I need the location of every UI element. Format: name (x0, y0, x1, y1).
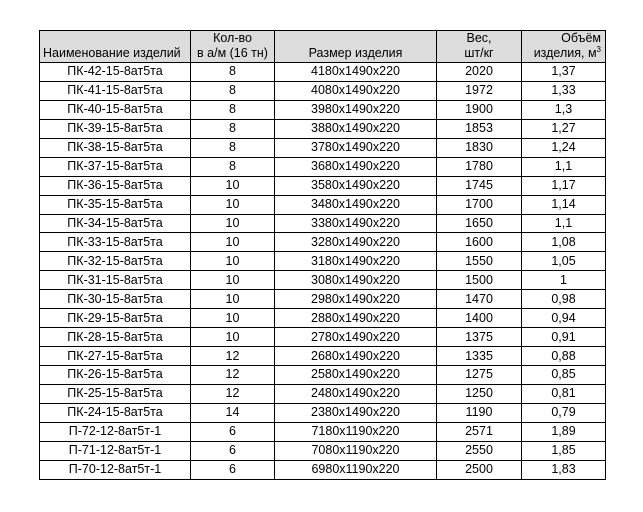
cell-volume: 1,1 (522, 157, 606, 176)
table-row (40, 63, 606, 82)
header-name-label: Наименование изделий (43, 46, 181, 60)
cell-volume: 1,89 (522, 422, 606, 441)
header-name (40, 31, 191, 63)
cell-qty: 10 (191, 214, 275, 233)
cell-size: 3080х1490х220 (275, 271, 437, 290)
cell-name: ПК-42-15-8ат5та (40, 63, 191, 82)
cell-size: 6980х1190х220 (275, 460, 437, 479)
cell-size: 3180х1490х220 (275, 252, 437, 271)
cell-size: 7080х1190х220 (275, 441, 437, 460)
cell-weight: 1250 (437, 384, 522, 403)
cell-volume: 1,05 (522, 252, 606, 271)
cell-volume: 1,83 (522, 460, 606, 479)
cell-name: ПК-34-15-8ат5та (40, 214, 191, 233)
cell-name: ПК-28-15-8ат5та (40, 328, 191, 347)
cell-name: П-72-12-8ат5т-1 (40, 422, 191, 441)
table-row (40, 441, 606, 460)
cell-weight: 1745 (437, 176, 522, 195)
cell-qty: 8 (191, 138, 275, 157)
cell-volume: 1,1 (522, 214, 606, 233)
cell-weight: 2550 (437, 441, 522, 460)
cell-weight: 1400 (437, 309, 522, 328)
cell-volume: 1,27 (522, 119, 606, 138)
header-volume (522, 31, 606, 63)
cell-size: 2780х1490х220 (275, 328, 437, 347)
table-row (40, 233, 606, 252)
cell-size: 2980х1490х220 (275, 290, 437, 309)
cell-qty: 12 (191, 347, 275, 366)
table-row (40, 119, 606, 138)
cell-weight: 1900 (437, 100, 522, 119)
cell-qty: 10 (191, 252, 275, 271)
cell-qty: 10 (191, 195, 275, 214)
cell-size: 3480х1490х220 (275, 195, 437, 214)
cell-size: 3880х1490х220 (275, 119, 437, 138)
cell-volume: 1,85 (522, 441, 606, 460)
table-row (40, 271, 606, 290)
table-row (40, 100, 606, 119)
cell-weight: 1830 (437, 138, 522, 157)
cell-weight: 1972 (437, 81, 522, 100)
cell-name: ПК-41-15-8ат5та (40, 81, 191, 100)
cell-weight: 1700 (437, 195, 522, 214)
header-size (275, 31, 437, 63)
cell-volume: 1,24 (522, 138, 606, 157)
cell-name: ПК-26-15-8ат5та (40, 366, 191, 385)
table-row (40, 214, 606, 233)
table-row (40, 366, 606, 385)
cell-size: 3580х1490х220 (275, 176, 437, 195)
table-row (40, 252, 606, 271)
table-row (40, 81, 606, 100)
table-row (40, 328, 606, 347)
cell-qty: 10 (191, 309, 275, 328)
cell-size: 4180х1490х220 (275, 63, 437, 82)
cell-name: ПК-27-15-8ат5та (40, 347, 191, 366)
table-row (40, 290, 606, 309)
cell-volume: 0,88 (522, 347, 606, 366)
cell-volume: 1,14 (522, 195, 606, 214)
cell-volume: 0,85 (522, 366, 606, 385)
cell-size: 2680х1490х220 (275, 347, 437, 366)
cell-weight: 1780 (437, 157, 522, 176)
cell-volume: 1 (522, 271, 606, 290)
cell-weight: 1335 (437, 347, 522, 366)
cell-name: ПК-33-15-8ат5та (40, 233, 191, 252)
cell-qty: 10 (191, 290, 275, 309)
table-row (40, 309, 606, 328)
cell-weight: 1600 (437, 233, 522, 252)
cell-size: 7180х1190х220 (275, 422, 437, 441)
cell-name: ПК-39-15-8ат5та (40, 119, 191, 138)
cell-volume: 1,08 (522, 233, 606, 252)
header-volume-line1: Объём (561, 31, 601, 45)
table-row (40, 460, 606, 479)
cell-weight: 2500 (437, 460, 522, 479)
cell-volume: 0,98 (522, 290, 606, 309)
cell-qty: 8 (191, 119, 275, 138)
cell-weight: 1500 (437, 271, 522, 290)
cell-size: 4080х1490х220 (275, 81, 437, 100)
header-row (40, 31, 606, 63)
cell-volume: 1,3 (522, 100, 606, 119)
cell-qty: 12 (191, 366, 275, 385)
cell-qty: 8 (191, 100, 275, 119)
table-row (40, 384, 606, 403)
table-body (40, 63, 606, 480)
table-row (40, 176, 606, 195)
table-row (40, 195, 606, 214)
cell-weight: 1375 (437, 328, 522, 347)
cell-name: ПК-31-15-8ат5та (40, 271, 191, 290)
table-row (40, 347, 606, 366)
cell-name: П-70-12-8ат5т-1 (40, 460, 191, 479)
cell-size: 3680х1490х220 (275, 157, 437, 176)
cell-size: 3780х1490х220 (275, 138, 437, 157)
cell-name: ПК-38-15-8ат5та (40, 138, 191, 157)
cell-name: ПК-30-15-8ат5та (40, 290, 191, 309)
cell-volume: 0,91 (522, 328, 606, 347)
cell-qty: 8 (191, 157, 275, 176)
cell-qty: 8 (191, 81, 275, 100)
cell-volume: 0,81 (522, 384, 606, 403)
cell-size: 3980х1490х220 (275, 100, 437, 119)
header-volume-superscript: 3 (596, 45, 601, 54)
products-table (39, 30, 606, 480)
cell-weight: 1853 (437, 119, 522, 138)
cell-weight: 1470 (437, 290, 522, 309)
cell-name: ПК-24-15-8ат5та (40, 403, 191, 422)
cell-volume: 0,94 (522, 309, 606, 328)
table-row (40, 422, 606, 441)
cell-size: 3280х1490х220 (275, 233, 437, 252)
cell-size: 3380х1490х220 (275, 214, 437, 233)
header-qty (191, 31, 275, 63)
cell-name: ПК-35-15-8ат5та (40, 195, 191, 214)
cell-weight: 1275 (437, 366, 522, 385)
cell-name: ПК-32-15-8ат5та (40, 252, 191, 271)
cell-weight: 1650 (437, 214, 522, 233)
header-volume-line2: изделия, м (533, 46, 597, 60)
cell-qty: 6 (191, 460, 275, 479)
cell-size: 2380х1490х220 (275, 403, 437, 422)
header-weight (437, 31, 522, 63)
cell-name: ПК-25-15-8ат5та (40, 384, 191, 403)
cell-weight: 1550 (437, 252, 522, 271)
table-row (40, 157, 606, 176)
cell-weight: 1190 (437, 403, 522, 422)
cell-volume: 1,17 (522, 176, 606, 195)
cell-weight: 2571 (437, 422, 522, 441)
header-size-label: Размер изделия (308, 46, 403, 60)
header-weight-line1: Вес, (466, 31, 492, 45)
cell-name: П-71-12-8ат5т-1 (40, 441, 191, 460)
cell-qty: 12 (191, 384, 275, 403)
cell-qty: 10 (191, 271, 275, 290)
cell-volume: 1,33 (522, 81, 606, 100)
cell-name: ПК-36-15-8ат5та (40, 176, 191, 195)
cell-volume: 1,37 (522, 63, 606, 82)
cell-name: ПК-37-15-8ат5та (40, 157, 191, 176)
cell-size: 2880х1490х220 (275, 309, 437, 328)
table-header (40, 31, 606, 63)
cell-name: ПК-29-15-8ат5та (40, 309, 191, 328)
cell-qty: 6 (191, 422, 275, 441)
cell-qty: 10 (191, 328, 275, 347)
header-qty-line1: Кол-во (213, 31, 252, 45)
header-weight-line2: шт/кг (464, 46, 494, 60)
cell-qty: 14 (191, 403, 275, 422)
cell-size: 2480х1490х220 (275, 384, 437, 403)
cell-qty: 6 (191, 441, 275, 460)
cell-volume: 0,79 (522, 403, 606, 422)
cell-qty: 8 (191, 63, 275, 82)
header-qty-line2: в а/м (16 тн) (197, 46, 268, 60)
table-row (40, 138, 606, 157)
cell-weight: 2020 (437, 63, 522, 82)
cell-size: 2580х1490х220 (275, 366, 437, 385)
cell-name: ПК-40-15-8ат5та (40, 100, 191, 119)
table-row (40, 403, 606, 422)
cell-qty: 10 (191, 233, 275, 252)
cell-qty: 10 (191, 176, 275, 195)
